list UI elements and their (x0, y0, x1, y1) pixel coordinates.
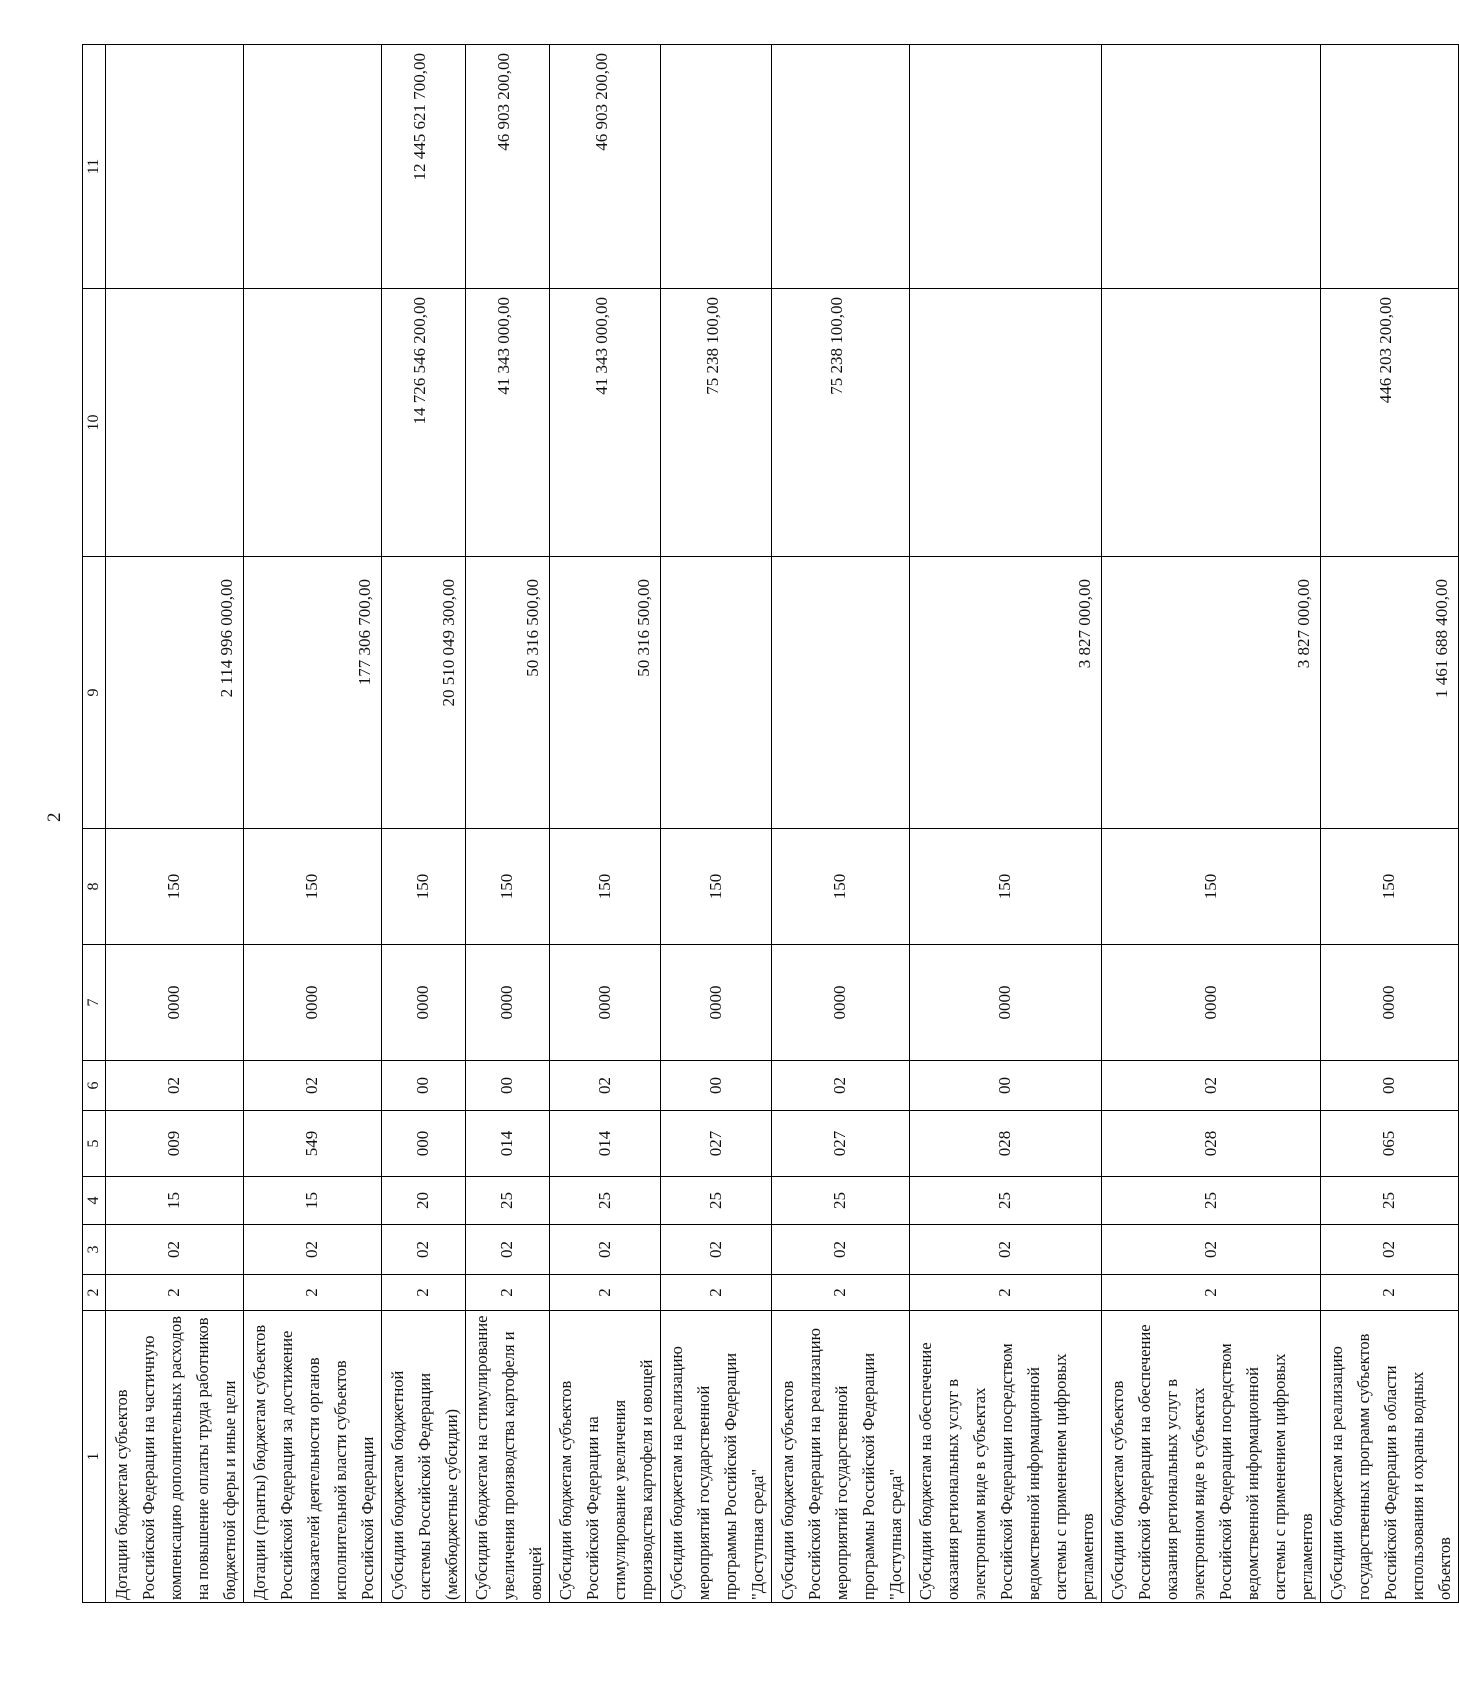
amount-column-10 (382, 289, 466, 557)
code-column-8: 150 (550, 829, 661, 945)
amount-column-9 (382, 557, 466, 829)
amount-value: 177 306 700,00 (354, 579, 374, 686)
table-body (106, 45, 1459, 1603)
code-column-7: 0000 (1321, 945, 1459, 1061)
column-header-8: 8 (83, 829, 106, 945)
code-column-6: 00 (466, 1061, 550, 1111)
code-column-4: 25 (466, 1177, 550, 1225)
row-description: Субсидии бюджетам на стимулирование увеличения производства картофеля и овощей (466, 1311, 550, 1603)
code-column-3: 02 (772, 1225, 910, 1275)
amount-value: 3 827 000,00 (1293, 579, 1313, 669)
amount-column-11 (661, 45, 772, 289)
code-column-6: 00 (382, 1061, 466, 1111)
code-column-7: 0000 (106, 945, 244, 1061)
code-column-4: 25 (910, 1177, 1102, 1225)
code-column-5: 014 (550, 1111, 661, 1177)
code-column-6: 00 (910, 1061, 1102, 1111)
amount-value: 41 343 000,00 (591, 297, 611, 395)
amount-value: 50 316 500,00 (522, 579, 542, 677)
code-column-2: 2 (382, 1275, 466, 1311)
amount-column-10 (244, 289, 382, 557)
code-column-3: 02 (244, 1225, 382, 1275)
code-column-8: 150 (466, 829, 550, 945)
amount-value: 75 238 100,00 (827, 297, 847, 395)
code-column-2: 2 (772, 1275, 910, 1311)
code-column-8: 150 (1321, 829, 1459, 945)
amount-value: 3 827 000,00 (1074, 579, 1094, 669)
amount-value (172, 53, 178, 288)
code-column-7: 0000 (466, 945, 550, 1061)
code-column-6: 02 (772, 1061, 910, 1111)
amount-column-9 (1321, 557, 1459, 829)
amount-column-11 (910, 45, 1102, 289)
column-header-1: 1 (83, 1311, 106, 1603)
code-column-2: 2 (106, 1275, 244, 1311)
column-header-9: 9 (83, 557, 106, 829)
code-column-4: 25 (550, 1177, 661, 1225)
code-column-6: 00 (661, 1061, 772, 1111)
table-header (83, 45, 106, 1603)
table-row (1321, 45, 1459, 1603)
code-column-7: 0000 (661, 945, 772, 1061)
amount-value: 2 114 996 000,00 (216, 579, 236, 698)
code-column-8: 150 (772, 829, 910, 945)
code-column-3: 02 (1102, 1225, 1321, 1275)
code-column-5: 027 (661, 1111, 772, 1177)
rotated-table-container (82, 45, 1459, 1603)
code-column-2: 2 (550, 1275, 661, 1311)
code-column-2: 2 (1321, 1275, 1459, 1311)
header-row (83, 45, 106, 1603)
amount-column-10 (910, 289, 1102, 557)
table-row (550, 45, 661, 1603)
code-column-2: 2 (466, 1275, 550, 1311)
table-row (106, 45, 244, 1603)
code-column-4: 15 (244, 1177, 382, 1225)
amount-value (310, 53, 316, 288)
amount-column-11 (1102, 45, 1321, 289)
code-column-4: 25 (1102, 1177, 1321, 1225)
amount-column-10 (1102, 289, 1321, 557)
amount-column-11 (106, 45, 244, 289)
amount-value (1003, 53, 1009, 288)
amount-column-9 (550, 557, 661, 829)
code-column-6: 02 (550, 1061, 661, 1111)
table-row (661, 45, 772, 1603)
amount-column-9 (910, 557, 1102, 829)
code-column-7: 0000 (1102, 945, 1321, 1061)
code-column-2: 2 (1102, 1275, 1321, 1311)
code-column-8: 150 (244, 829, 382, 945)
code-column-8: 150 (106, 829, 244, 945)
amount-column-10 (661, 289, 772, 557)
amount-column-11 (1321, 45, 1459, 289)
amount-value (1208, 53, 1214, 288)
column-header-11: 11 (83, 45, 106, 289)
amount-column-9 (1102, 557, 1321, 829)
amount-column-10 (1321, 289, 1459, 557)
code-column-4: 20 (382, 1177, 466, 1225)
amount-column-9 (106, 557, 244, 829)
amount-value (765, 579, 771, 828)
amount-column-9 (466, 557, 550, 829)
amount-column-10 (466, 289, 550, 557)
amount-value: 50 316 500,00 (633, 579, 653, 677)
amount-column-9 (772, 557, 910, 829)
amount-value (172, 297, 178, 556)
code-column-7: 0000 (772, 945, 910, 1061)
code-column-3: 02 (106, 1225, 244, 1275)
code-column-5: 065 (1321, 1111, 1459, 1177)
code-column-6: 02 (1102, 1061, 1321, 1111)
row-description: Субсидии бюджетам субъектов Российской Федерации на реализацию мероприятий государственной программы Российской Федерации "Доступная среда" (772, 1311, 910, 1603)
row-description: Субсидии бюджетам на реализацию мероприятий государственной программы Российской Федерации "Доступная среда" (661, 1311, 772, 1603)
code-column-4: 25 (661, 1177, 772, 1225)
row-description: Дотации бюджетам субъектов Российской Федерации на частичную компенсацию дополнительных расходов на повышение оплаты труда работников бюджетной сферы и иные цели (106, 1311, 244, 1603)
amount-value: 20 510 049 300,00 (438, 579, 458, 707)
amount-column-11 (382, 45, 466, 289)
code-column-5: 009 (106, 1111, 244, 1177)
code-column-5: 028 (910, 1111, 1102, 1177)
code-column-3: 02 (382, 1225, 466, 1275)
column-header-4: 4 (83, 1177, 106, 1225)
code-column-6: 02 (244, 1061, 382, 1111)
row-description: Субсидии бюджетам бюджетной системы Российской Федерации (межбюджетные субсидии) (382, 1311, 466, 1603)
column-header-3: 3 (83, 1225, 106, 1275)
amount-value: 46 903 200,00 (494, 53, 514, 151)
code-column-8: 150 (1102, 829, 1321, 945)
code-column-8: 150 (910, 829, 1102, 945)
code-column-2: 2 (244, 1275, 382, 1311)
column-header-6: 6 (83, 1061, 106, 1111)
amount-value: 46 903 200,00 (591, 53, 611, 151)
code-column-2: 2 (661, 1275, 772, 1311)
column-header-7: 7 (83, 945, 106, 1061)
code-column-8: 150 (661, 829, 772, 945)
code-column-6: 00 (1321, 1061, 1459, 1111)
code-column-4: 25 (772, 1177, 910, 1225)
row-description: Субсидии бюджетам на реализацию государственных программ субъектов Российской Федерации в области использования и охраны водных объектов (1321, 1311, 1459, 1603)
amount-column-11 (466, 45, 550, 289)
code-column-7: 0000 (550, 945, 661, 1061)
column-header-10: 10 (83, 289, 106, 557)
budget-table (82, 44, 1459, 1603)
code-column-4: 15 (106, 1177, 244, 1225)
amount-value (310, 297, 316, 556)
column-header-5: 5 (83, 1111, 106, 1177)
amount-value (838, 53, 844, 288)
amount-column-9 (661, 557, 772, 829)
amount-column-11 (772, 45, 910, 289)
code-column-2: 2 (910, 1275, 1102, 1311)
row-description: Субсидии бюджетам субъектов Российской Федерации на обеспечение оказания региональных услуг в электронном виде в субъектах Российской Федерации посредством ведомственной информационной системы с применением цифровых регламентов (1102, 1311, 1321, 1603)
code-column-3: 02 (910, 1225, 1102, 1275)
row-description: Дотации (гранты) бюджетам субъектов Российской Федерации за достижение показателей деятельности органов исполнительной власти субъектов Российской Федерации (244, 1311, 382, 1603)
amount-value: 446 203 200,00 (1376, 297, 1396, 404)
code-column-3: 02 (1321, 1225, 1459, 1275)
code-column-6: 02 (106, 1061, 244, 1111)
amount-column-11 (244, 45, 382, 289)
code-column-3: 02 (550, 1225, 661, 1275)
code-column-5: 028 (1102, 1111, 1321, 1177)
code-column-5: 027 (772, 1111, 910, 1177)
amount-value: 12 445 621 700,00 (410, 53, 430, 181)
table-row (1102, 45, 1321, 1603)
amount-value (1208, 297, 1214, 556)
table-row (382, 45, 466, 1603)
column-header-2: 2 (83, 1275, 106, 1311)
code-column-4: 25 (1321, 1177, 1459, 1225)
table-row (910, 45, 1102, 1603)
amount-column-10 (772, 289, 910, 557)
amount-column-10 (106, 289, 244, 557)
amount-value: 41 343 000,00 (494, 297, 514, 395)
code-column-7: 0000 (910, 945, 1102, 1061)
code-column-7: 0000 (382, 945, 466, 1061)
code-column-8: 150 (382, 829, 466, 945)
table-row (772, 45, 910, 1603)
amount-column-11 (550, 45, 661, 289)
row-description: Субсидии бюджетам на обеспечение оказания региональных услуг в электронном виде в субъектах Российской Федерации посредством ведомственной информационной системы с применением цифровых регламентов (910, 1311, 1102, 1603)
amount-value: 75 238 100,00 (702, 297, 722, 395)
amount-column-10 (550, 289, 661, 557)
table-row (466, 45, 550, 1603)
amount-column-9 (244, 557, 382, 829)
code-column-5: 549 (244, 1111, 382, 1177)
amount-value (1387, 53, 1393, 288)
table-row (244, 45, 382, 1603)
amount-value: 14 726 546 200,00 (410, 297, 430, 425)
amount-value (713, 53, 719, 288)
amount-value (903, 579, 909, 828)
code-column-3: 02 (466, 1225, 550, 1275)
amount-value: 1 461 688 400,00 (1431, 579, 1451, 698)
row-description: Субсидии бюджетам субъектов Российской Федерации на стимулирование увеличения производства картофеля и овощей (550, 1311, 661, 1603)
amount-value (1003, 297, 1009, 556)
page-number: 2 (44, 812, 65, 822)
code-column-5: 014 (466, 1111, 550, 1177)
code-column-3: 02 (661, 1225, 772, 1275)
code-column-7: 0000 (244, 945, 382, 1061)
code-column-5: 000 (382, 1111, 466, 1177)
